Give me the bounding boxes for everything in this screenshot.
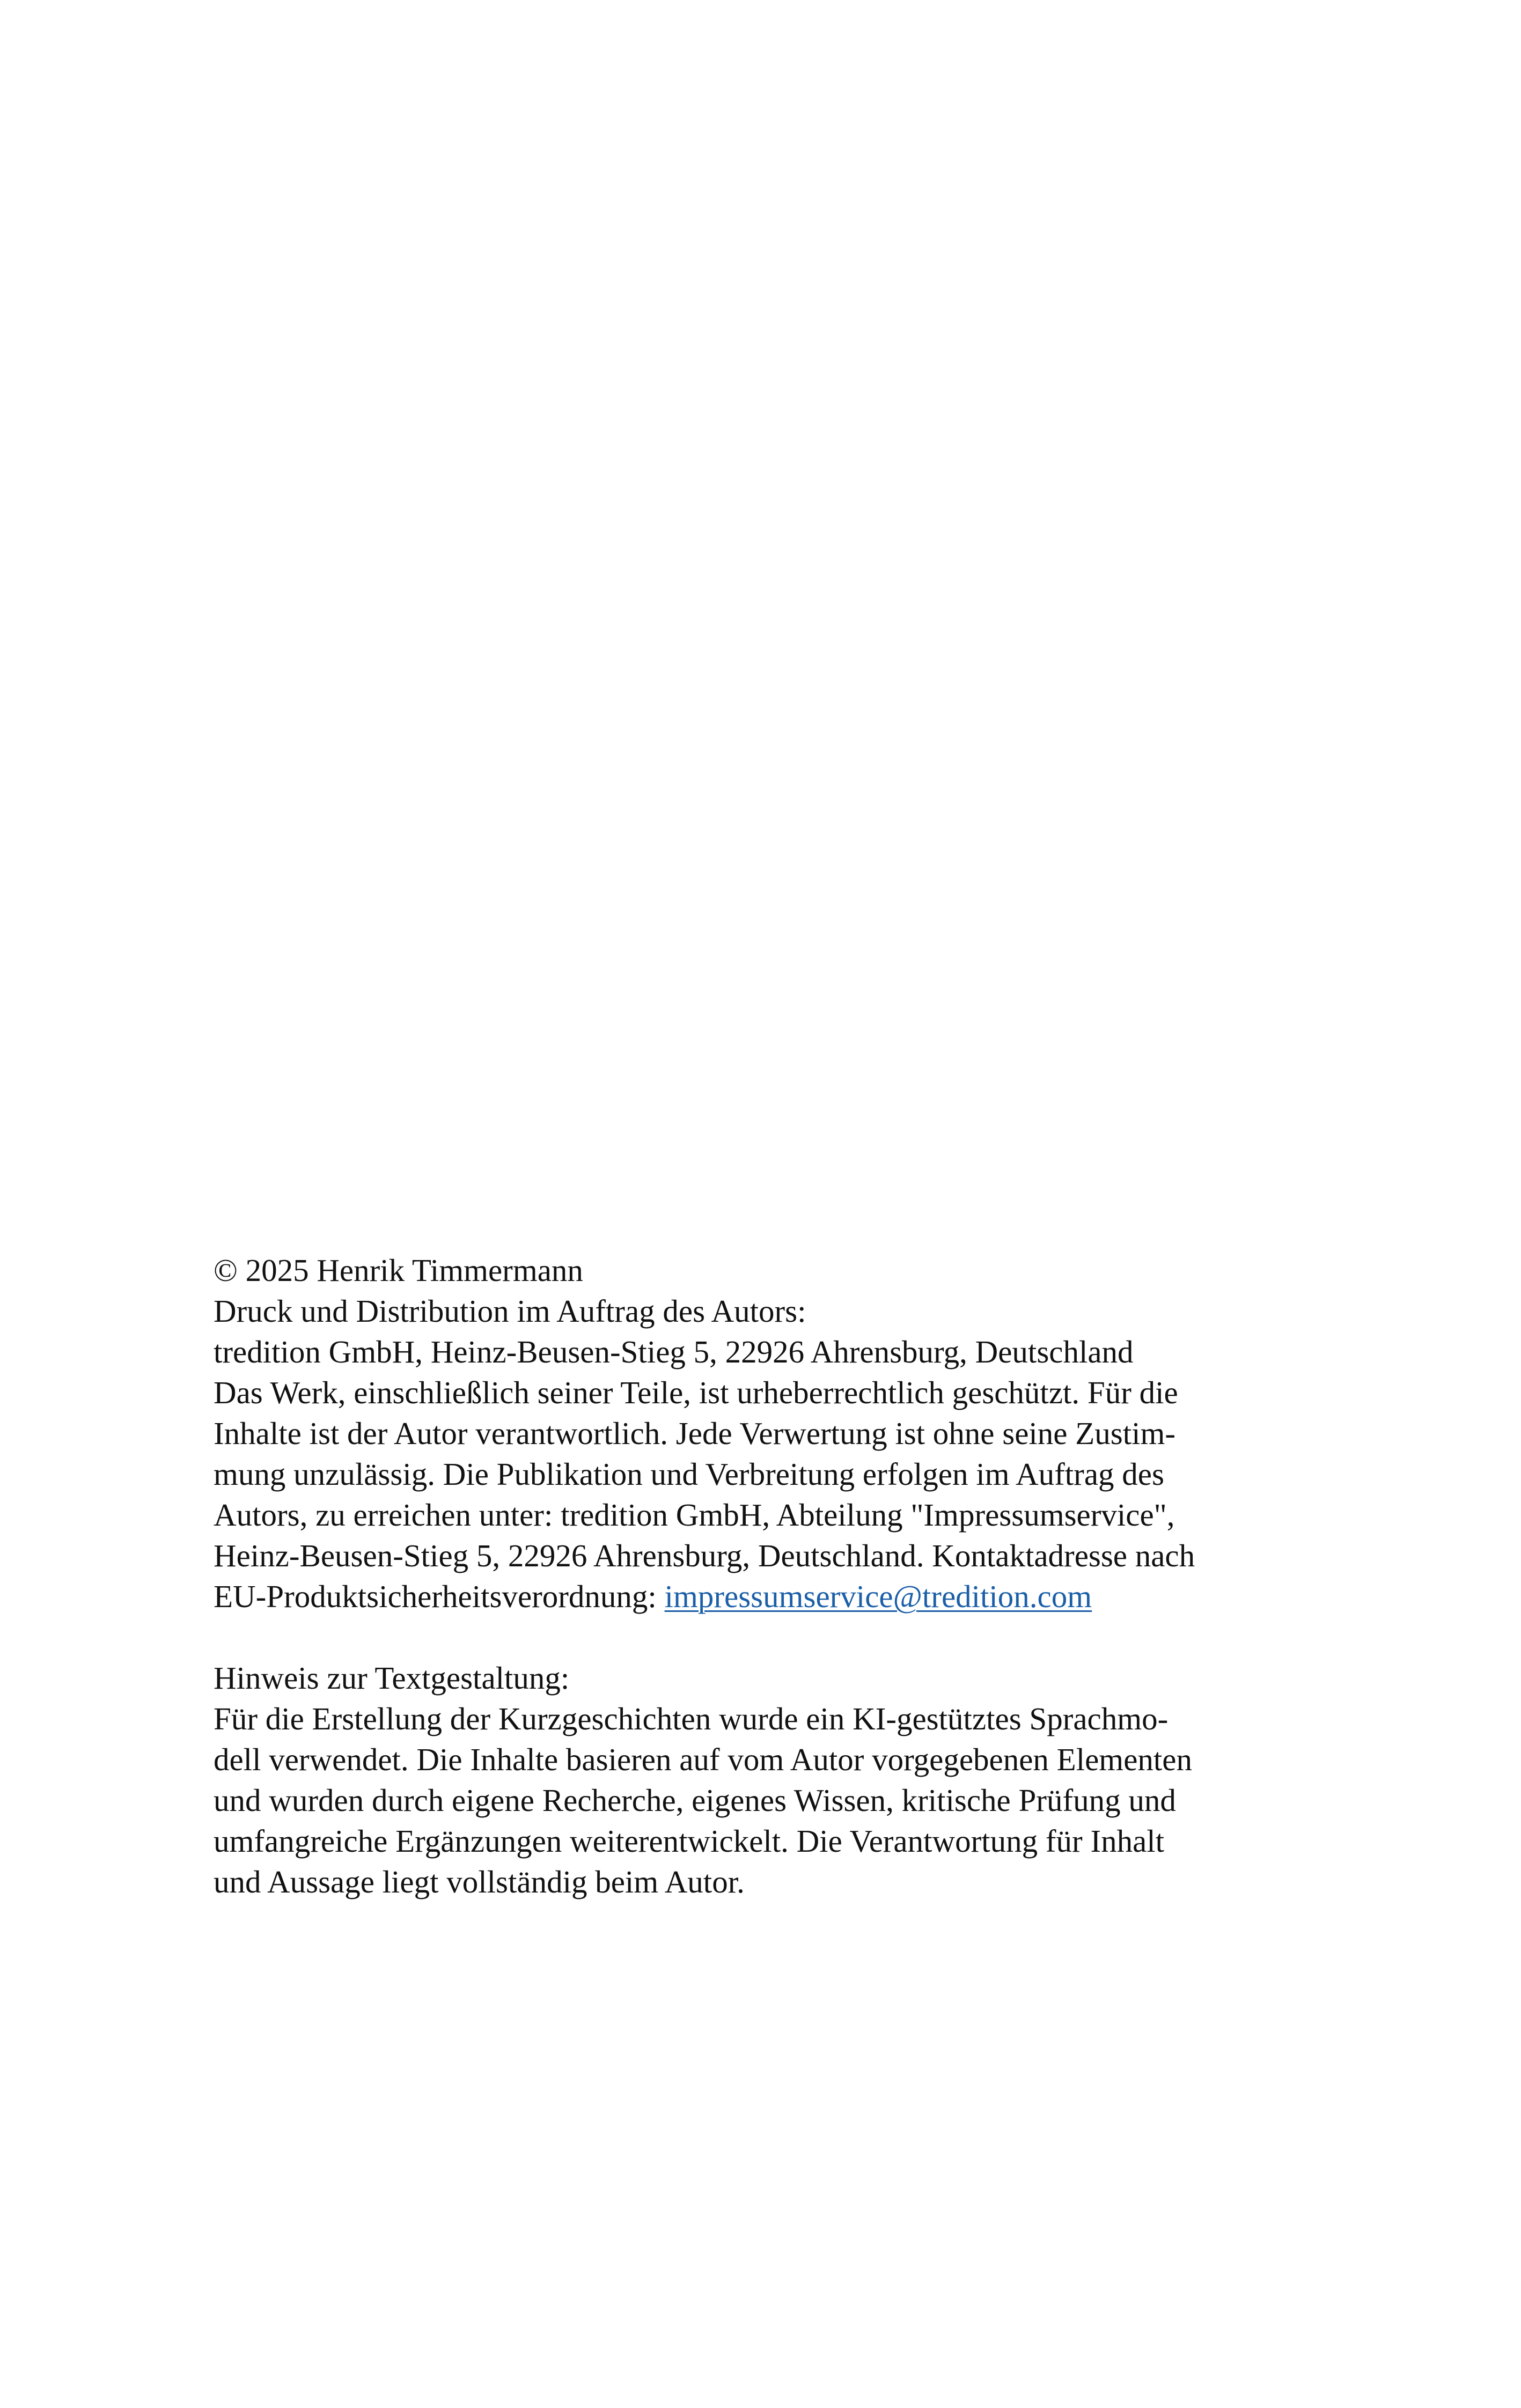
copyright-line: © 2025 Henrik Timmermann xyxy=(214,1253,583,1288)
note-text-line: und Aussage liegt vollständig beim Autor. xyxy=(214,1864,745,1899)
note-text-line: umfangreiche Ergänzungen weiterentwickelt. Die Verantwortung für Inhalt xyxy=(214,1823,1165,1859)
publisher-address-line: tredition GmbH, Heinz-Beusen-Stieg 5, 22926 Ahrensburg, Deutschland xyxy=(214,1334,1134,1369)
note-text-line: dell verwendet. Die Inhalte basieren auf vom Autor vorgegebenen Elementen xyxy=(214,1742,1192,1777)
contact-prefix: EU-Produktsicherheitsverordnung: xyxy=(214,1579,665,1614)
paragraph-gap xyxy=(214,1617,1340,1658)
legal-text-line: Heinz-Beusen-Stieg 5, 22926 Ahrensburg, Deutschland. Kontaktadresse nach xyxy=(214,1538,1195,1573)
print-distribution-line: Druck und Distribution im Auftrag des Autors: xyxy=(214,1293,806,1329)
contact-line xyxy=(214,1576,1340,1617)
imprint-block xyxy=(214,1250,1340,1902)
legal-text-line: Das Werk, einschließlich seiner Teile, ist urheberrechtlich geschützt. Für die xyxy=(214,1375,1178,1410)
note-heading: Hinweis zur Textgestaltung: xyxy=(214,1660,570,1696)
legal-text-line: Inhalte ist der Autor verantwortlich. Jede Verwertung ist ohne seine Zustim- xyxy=(214,1416,1176,1451)
note-text-line: Für die Erstellung der Kurzgeschichten wurde ein KI-gestütztes Sprachmo- xyxy=(214,1701,1169,1736)
legal-text-line: Autors, zu erreichen unter: tredition GmbH, Abteilung "Impressumservice", xyxy=(214,1497,1175,1533)
legal-text-line: mung unzulässig. Die Publikation und Verbreitung erfolgen im Auftrag des xyxy=(214,1456,1164,1492)
note-text-line: und wurden durch eigene Recherche, eigenes Wissen, kritische Prüfung und xyxy=(214,1783,1176,1818)
contact-email-link[interactable]: impressumservice@tredition.com xyxy=(664,1579,1092,1614)
